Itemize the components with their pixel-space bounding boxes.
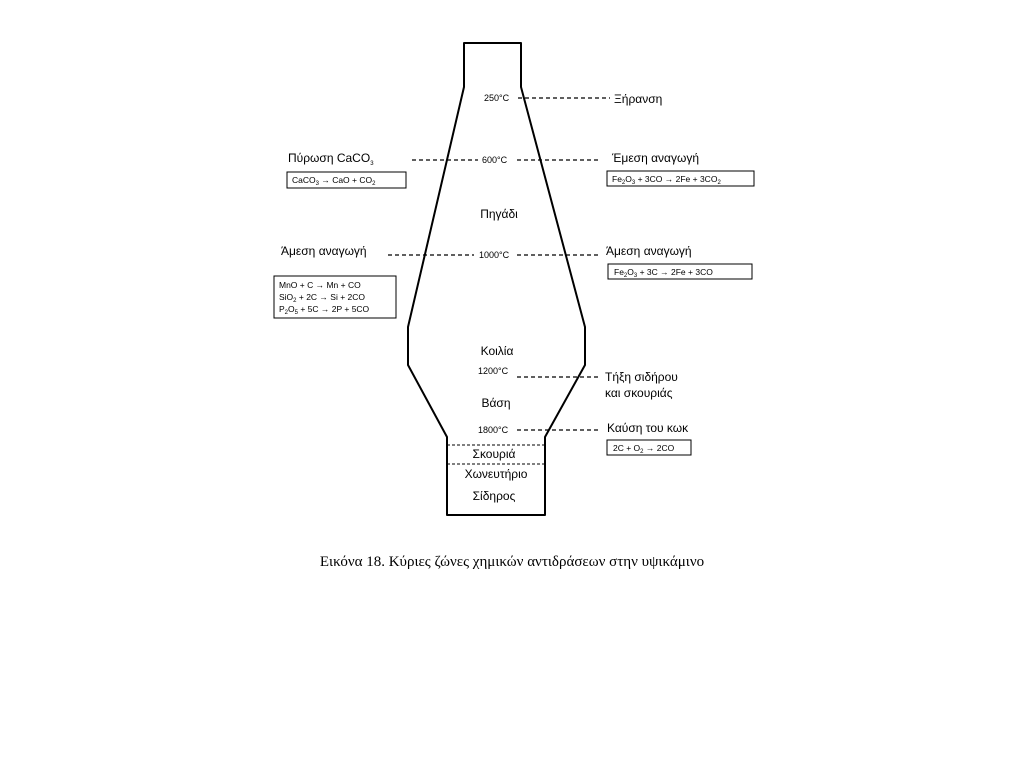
label-melting-line2: και σκουριάς — [605, 386, 673, 400]
svg-text:Fe2O3 + 3CO → 2Fe + 3CO2: $Fe_2O_3 + 3CO \to 2Fe + 3CO_2$ — [612, 174, 721, 186]
zone-base: Βάση — [481, 396, 511, 410]
label-coke-combustion: Καύση του κωκ — [607, 421, 689, 435]
reaction-box-coke-combustion — [607, 440, 691, 455]
svg-text:2C + O2 → 2CO: $2C + O_2 \to 2CO$ — [613, 443, 675, 455]
label-calcination: Πύρωση CaCO$_3$ — [288, 151, 374, 167]
label-direct-reduction-left: Άμεση αναγωγή — [281, 244, 367, 258]
svg-text:SiO2 + 2C → Si + 2CO: SiO$_2$ + 2C → Si + 2CO — [279, 292, 366, 304]
label-indirect-reduction: Έμεση αναγωγή — [612, 151, 700, 165]
label-drying: Ξήρανση — [614, 92, 663, 106]
temp-600: 600°C — [482, 155, 508, 165]
zone-belly: Κοιλία — [480, 344, 514, 358]
svg-text:MnO + C → Mn + CO: MnO + C → Mn + CO — [279, 280, 361, 290]
temp-250: 250°C — [484, 93, 510, 103]
reaction-box-indirect-reduction — [607, 171, 754, 186]
zone-hearth: Χωνευτήριο — [464, 467, 528, 481]
zone-iron: Σίδηρος — [472, 489, 516, 503]
label-direct-reduction-right: Άμεση αναγωγή — [606, 244, 692, 258]
temp-1200: 1200°C — [478, 366, 509, 376]
reaction-box-calcination — [287, 172, 406, 188]
svg-text:Fe2O3 + 3C → 2Fe + 3CO: $Fe_2O_3 + 3C \to 2Fe + 3CO$ — [614, 267, 713, 279]
furnace-outline — [408, 43, 585, 515]
svg-text:CaCO3 → CaO + CO2: CaCO$_3$ → CaO + $CO_2$ — [292, 175, 376, 187]
svg-text:P2O5 + 5C → 2P + 5CO: $P_2O_5 + 5C \to 2P + 5CO$ — [279, 304, 370, 316]
zone-shaft: Πηγάδι — [480, 207, 518, 221]
label-melting-line1: Τήξη σιδήρου — [605, 370, 678, 384]
temp-1000: 1000°C — [479, 250, 510, 260]
temp-1800: 1800°C — [478, 425, 509, 435]
reaction-box-direct-reduction-right — [608, 264, 752, 279]
zone-slag: Σκουριά — [472, 447, 516, 461]
reaction-box-direct-reduction-left — [274, 276, 396, 318]
figure-caption: Εικόνα 18. Κύριες ζώνες χημικών αντιδράσεων στην υψικάμινο — [319, 554, 705, 570]
